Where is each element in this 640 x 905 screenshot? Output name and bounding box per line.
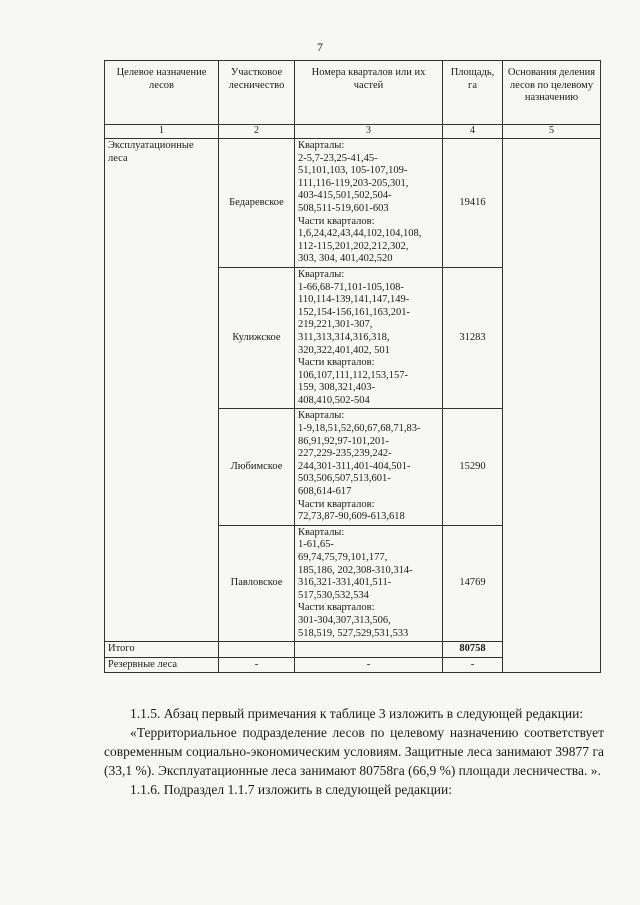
parts-line: 301-304,307,313,506, <box>298 614 391 626</box>
header-forestry: Участковое лесничество <box>219 61 295 125</box>
reserve-label: Резервные леса <box>105 657 219 673</box>
quarters-line: 316,321-331,401,511- <box>298 577 392 589</box>
quarters-line: 219,221,301-307, <box>298 319 373 331</box>
parts-label: Части кварталов: <box>298 602 375 614</box>
quarters-line: 1-9,18,51,52,60,67,68,71,83- <box>298 423 421 435</box>
quarters-label: Кварталы: <box>298 268 345 280</box>
parts-line: 1,6,24,42,43,44,102,104,108, <box>298 228 422 240</box>
quarters-line: 244,301-311,401-404,501- <box>298 460 411 472</box>
quarters-label: Кварталы: <box>298 410 345 422</box>
quarters-line: 227,229-235,239,242- <box>298 448 392 460</box>
parts-line: 106,107,111,112,153,157- <box>298 369 408 381</box>
area-cell: 31283 <box>443 267 503 409</box>
quarters-label: Кварталы: <box>298 140 345 151</box>
quarters-cell <box>295 267 443 409</box>
quarters-line: 503,506,507,513,601- <box>298 473 391 485</box>
quarters-label: Кварталы: <box>298 526 345 538</box>
parts-label: Части кварталов: <box>298 498 375 510</box>
reserve-quarters: - <box>295 657 443 673</box>
quarters-cell <box>295 139 443 268</box>
parts-line: 72,73,87-90,609-613,618 <box>298 511 405 523</box>
quarters-line: 110,114-139,141,147,149- <box>298 294 410 306</box>
parts-line: 112-115,201,202,212,302, <box>298 240 409 252</box>
quarters-line: 2-5,7-23,25-41,45- <box>298 152 378 164</box>
quarters-line: 403-415,501,502,504- <box>298 190 392 202</box>
category-cell: Эксплуатационные леса <box>105 139 219 642</box>
reserve-area: - <box>443 657 503 673</box>
column-number: 1 <box>105 125 219 139</box>
table-header-row <box>105 61 601 125</box>
quarters-cell <box>295 525 443 641</box>
quarters-line: 1-66,68-71,101-105,108- <box>298 281 404 293</box>
forestry-name: Любимское <box>219 409 295 525</box>
header-basis: Основания деления лесов по целевому назначению <box>503 61 601 125</box>
paragraph-1-1-5: 1.1.5. Абзац первый примечания к таблице 3 изложить в следующей редакции: <box>130 706 584 721</box>
forestry-name: Бедаревское <box>219 139 295 268</box>
total-empty-cell <box>295 642 443 658</box>
parts-line: 408,410,502-504 <box>298 394 370 406</box>
quarters-line: 111,116-119,203-205,301, <box>298 177 409 189</box>
table-row <box>105 139 601 268</box>
total-area: 80758 <box>443 642 503 658</box>
header-quarters: Номера кварталов или их частей <box>295 61 443 125</box>
quarters-line: 508,511-519,601-603 <box>298 202 389 214</box>
quarters-line: 320,322,401,402, 501 <box>298 344 390 356</box>
quarters-line: 69,74,75,79,101,177, <box>298 552 388 563</box>
quarters-line: 51,101,103, 105-107,109- <box>298 165 408 177</box>
quarters-cell <box>295 409 443 525</box>
column-number-row <box>105 125 601 139</box>
area-cell: 14769 <box>443 525 503 641</box>
parts-label: Части кварталов: <box>298 215 375 227</box>
parts-line: 518,519, 527,529,531,533 <box>298 627 409 639</box>
quarters-line: 152,154-156,161,163,201- <box>298 306 410 318</box>
area-cell: 15290 <box>443 409 503 525</box>
area-cell: 19416 <box>443 139 503 268</box>
column-number: 5 <box>503 125 601 139</box>
forestry-name: Кулижское <box>219 267 295 409</box>
total-empty-cell <box>219 642 295 658</box>
paragraph-quote: «Территориальное подразделение лесов по целевому назначению соответствует современным социально-экономическим условиям. Защитные леса занимают 39877 га (33,1 %). Эксплуатационные леса занимают 80758га (66,9 %) площади лесничества. ». <box>104 725 604 778</box>
quarters-line: 517,530,532,534 <box>298 589 369 601</box>
column-number: 3 <box>295 125 443 139</box>
quarters-line: 185,186, 202,308-310,314- <box>298 564 413 576</box>
page-number: 7 <box>317 40 323 54</box>
parts-line: 303, 304, 401,402,520 <box>298 253 393 265</box>
forest-zoning-table <box>104 60 601 673</box>
parts-label: Части кварталов: <box>298 357 375 369</box>
quarters-line: 86,91,92,97-101,201- <box>298 435 389 447</box>
quarters-line: 1-61,65- <box>298 539 334 551</box>
quarters-line: 608,614-617 <box>298 486 352 498</box>
column-number: 4 <box>443 125 503 139</box>
forestry-name: Павловское <box>219 525 295 641</box>
paragraph-1-1-6: 1.1.6. Подраздел 1.1.7 изложить в следующей редакции: <box>130 782 452 797</box>
amendment-text <box>104 704 604 799</box>
parts-line: 159, 308,321,403- <box>298 382 375 394</box>
total-label: Итого <box>105 642 219 658</box>
quarters-line: 311,313,314,316,318, <box>298 331 390 343</box>
header-area: Площадь, га <box>443 61 503 125</box>
reserve-forestry: - <box>219 657 295 673</box>
column-number: 2 <box>219 125 295 139</box>
basis-cell <box>503 139 601 673</box>
header-purpose: Целевое назначение лесов <box>105 61 219 125</box>
